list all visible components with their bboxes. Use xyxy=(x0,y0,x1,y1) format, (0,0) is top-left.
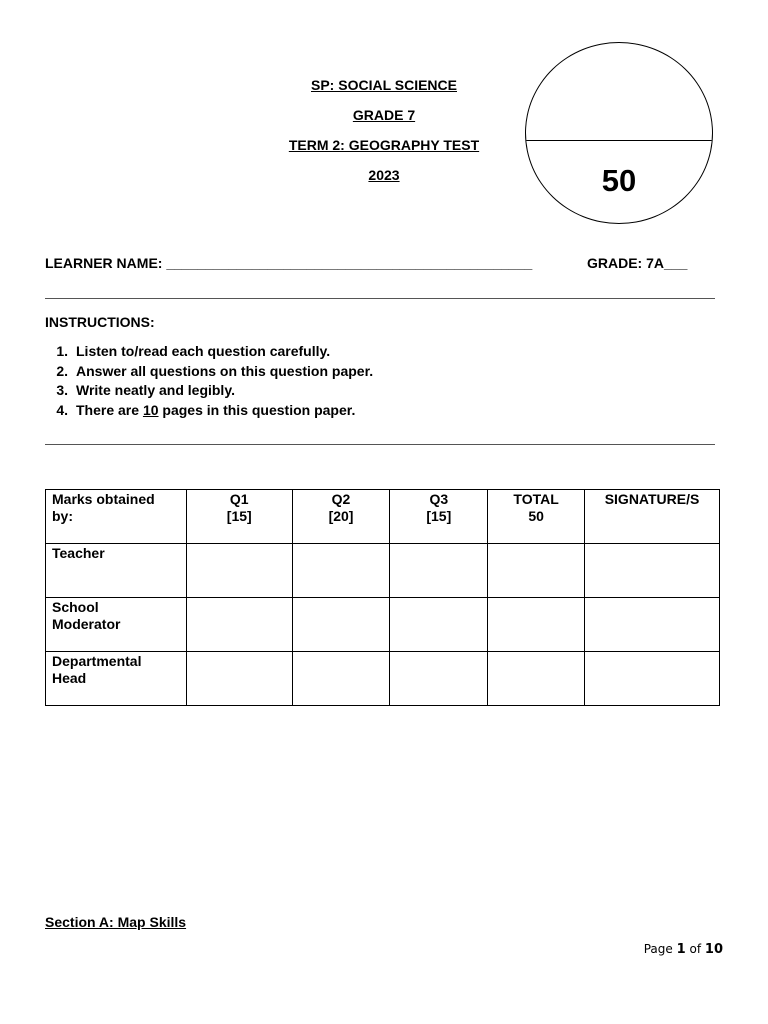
header-line: Q2 xyxy=(331,491,351,507)
item-text-pre: There are xyxy=(76,401,143,418)
row-label-cell xyxy=(46,652,187,706)
current-page: 1 xyxy=(676,942,686,957)
table-header-row xyxy=(46,490,720,544)
mark-cell xyxy=(292,598,390,652)
header-line: SIGNATURE/S xyxy=(604,491,700,507)
learner-name-label: LEARNER NAME: _______________________________________________ xyxy=(45,255,533,271)
row-label: Head xyxy=(52,670,87,686)
header-line: [20] xyxy=(328,508,354,524)
item-number: 2. xyxy=(56,362,68,379)
mark-cell xyxy=(186,598,292,652)
row-label: Teacher xyxy=(52,545,105,561)
header-line: by: xyxy=(52,508,73,524)
test-header xyxy=(250,76,518,196)
header-line: Q3 xyxy=(429,491,449,507)
page-number xyxy=(644,942,723,957)
header-cell xyxy=(46,490,187,544)
row-label-cell xyxy=(46,598,187,652)
of-word: of xyxy=(689,942,702,956)
test-title: TERM 2: GEOGRAPHY TEST xyxy=(288,137,480,153)
item-number: 4. xyxy=(56,401,68,418)
learner-grade-label: GRADE: 7A___ xyxy=(587,255,688,271)
mark-cell xyxy=(292,652,390,706)
signature-cell xyxy=(585,652,720,706)
page-count: 10 xyxy=(142,401,159,418)
list-item xyxy=(45,363,373,383)
mark-cell xyxy=(488,598,585,652)
signature-cell xyxy=(585,598,720,652)
item-text-post: pages in this question paper. xyxy=(158,401,356,418)
learner-row xyxy=(45,255,715,271)
subject-title: SP: SOCIAL SCIENCE xyxy=(311,77,457,93)
divider-line xyxy=(45,298,715,299)
header-line: 50 xyxy=(528,508,544,524)
table-row xyxy=(46,652,720,706)
score-circle xyxy=(525,42,713,224)
list-item xyxy=(45,402,373,422)
header-line: [15] xyxy=(426,508,452,524)
row-label: School xyxy=(52,599,99,615)
year-title: 2023 xyxy=(368,167,400,183)
header-line: TOTAL xyxy=(513,491,559,507)
header-cell xyxy=(488,490,585,544)
list-item xyxy=(45,343,373,363)
page-word: Page xyxy=(643,942,673,956)
header-cell xyxy=(585,490,720,544)
score-divider xyxy=(526,140,712,141)
table-row xyxy=(46,598,720,652)
row-label-cell xyxy=(46,544,187,598)
section-title: Section A: Map Skills xyxy=(45,914,187,930)
header-cell xyxy=(186,490,292,544)
mark-cell xyxy=(488,652,585,706)
mark-cell xyxy=(390,544,488,598)
list-item xyxy=(45,382,373,402)
item-text: Listen to/read each question carefully. xyxy=(76,343,331,359)
table-row xyxy=(46,544,720,598)
total-pages: 10 xyxy=(704,942,723,957)
header-cell xyxy=(292,490,390,544)
marks-table xyxy=(45,489,720,706)
mark-cell xyxy=(390,598,488,652)
header-line: [15] xyxy=(226,508,252,524)
header-line: Marks obtained xyxy=(52,491,155,507)
item-number: 3. xyxy=(56,382,68,398)
header-line: Q1 xyxy=(229,491,249,507)
row-label: Departmental xyxy=(52,653,142,669)
item-text: Answer all questions on this question paper. xyxy=(76,362,374,379)
item-text: Write neatly and legibly. xyxy=(76,382,235,398)
item-number: 1. xyxy=(56,343,68,359)
mark-cell xyxy=(292,544,390,598)
score-total: 50 xyxy=(601,163,637,198)
mark-cell xyxy=(186,544,292,598)
grade-title: GRADE 7 xyxy=(352,107,416,123)
divider-line xyxy=(45,444,715,445)
instructions-title: INSTRUCTIONS: xyxy=(45,314,155,330)
instructions-list xyxy=(45,343,373,421)
signature-cell xyxy=(585,544,720,598)
mark-cell xyxy=(186,652,292,706)
row-label: Moderator xyxy=(52,616,121,632)
mark-cell xyxy=(390,652,488,706)
mark-cell xyxy=(488,544,585,598)
header-cell xyxy=(390,490,488,544)
item-text xyxy=(76,402,355,418)
